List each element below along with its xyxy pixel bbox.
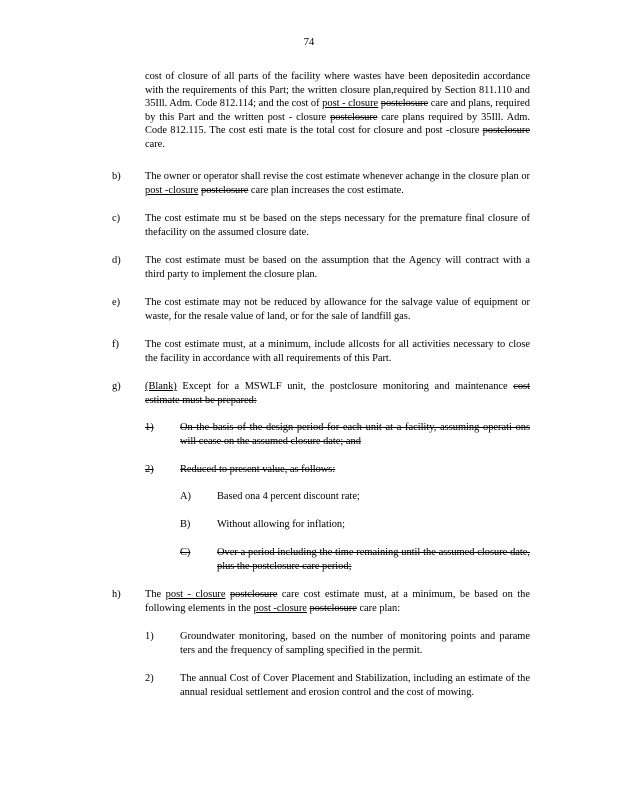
deleted-text: cost estimate must be prepared: bbox=[145, 381, 530, 406]
item-label-h2: 2) bbox=[145, 673, 154, 684]
deleted-text: postclosure bbox=[309, 602, 357, 614]
item-label-f: f) bbox=[112, 339, 119, 350]
inserted-text: (Blank) bbox=[145, 381, 177, 392]
item-h-text: The post - closure postclosure care cost estimate must, at a minimum, be based on the following elements in the post -closure postclosure care plan: bbox=[145, 589, 530, 614]
item-h2-text: The annual Cost of Cover Placement and Stabilization, including an estimate of the annual residual settlement and erosion control and the cost of mowing. bbox=[180, 673, 530, 698]
item-g-text: (Blank) Except for a MSWLF unit, the postclosure monitoring and maintenance cost estimate must be prepared: bbox=[145, 381, 530, 406]
inserted-text: post -closure bbox=[145, 184, 199, 196]
deleted-text: postclosure bbox=[380, 98, 429, 110]
item-label-e: e) bbox=[112, 297, 121, 308]
item-c-text: The cost estimate mu st be based on the steps necessary for the premature final closure of thefacility on the assumed closure date. bbox=[145, 213, 530, 238]
deleted-text: postclosure bbox=[482, 125, 530, 137]
item-gA-text: Based ona 4 percent discount rate; bbox=[217, 491, 360, 502]
item-b-text: The owner or operator shall revise the cost estimate whenever achange in the closure plan or post -closure postclosure care plan increases the cost estimate. bbox=[145, 171, 530, 196]
deleted-text: postclosure bbox=[229, 589, 278, 600]
item-label-gC: C) bbox=[180, 547, 191, 558]
item-label-g: g) bbox=[112, 381, 121, 392]
inserted-text: post -closure bbox=[253, 602, 307, 614]
item-label-c: c) bbox=[112, 213, 121, 224]
intro-text-1: cost of closure of all parts of the facility where wastes have been depositedin accordance with the requirements of this Part; the written closure plan,required by Section 811.110 and 35Ill. Adm. Code 812.114; and the cost of bbox=[145, 71, 530, 110]
intro-paragraph bbox=[145, 70, 530, 152]
inserted-text: post - closure bbox=[322, 98, 379, 110]
item-label-g2: 2) bbox=[145, 464, 154, 475]
item-h1-text: Groundwater monitoring, based on the number of monitoring points and parame ters and the frequency of sampling specified in the permit. bbox=[180, 631, 530, 656]
intro-text-2: care and plans, required by this Part and the written post - closure bbox=[145, 98, 530, 123]
item-gC-text: Over a period including the time remaining until the assumed closure date, plus the postclosure care period; bbox=[217, 547, 530, 572]
page-number: 74 bbox=[303, 37, 315, 48]
inserted-text: post - closure bbox=[165, 589, 226, 600]
item-g1-text: On the basis of the design period for each unit at a facility, assuming operati ons will cease on the assumed closure date; and bbox=[180, 422, 530, 447]
item-label-h1: 1) bbox=[145, 631, 154, 642]
item-f-text: The cost estimate must, at a minimum, include allcosts for all activities necessary to close the facility in accordance with all requirements of this Part. bbox=[145, 339, 530, 364]
item-label-gA: A) bbox=[180, 491, 191, 502]
deleted-text: postclosure bbox=[201, 184, 249, 196]
item-label-g1: 1) bbox=[145, 422, 154, 433]
item-label-d: d) bbox=[112, 255, 121, 266]
item-e-text: The cost estimate may not be reduced by allowance for the salvage value of equipment or waste, for the resale value of land, or for the sale of landfill gas. bbox=[145, 297, 530, 322]
item-g2-text: Reduced to present value, as follows: bbox=[180, 464, 336, 475]
item-d-text: The cost estimate must be based on the assumption that the Agency will contract with a third party to implement the closure plan. bbox=[145, 255, 530, 280]
item-label-gB: B) bbox=[180, 519, 191, 530]
item-label-h: h) bbox=[112, 589, 121, 600]
intro-text-4: care. bbox=[145, 138, 165, 150]
deleted-text: postclosure bbox=[330, 111, 378, 123]
item-gB-text: Without allowing for inflation; bbox=[217, 519, 346, 530]
intro-text-3: care plans required by 35Ill. Adm. Code 812.115. The cost esti mate is the total cost for closure and post -closure bbox=[145, 111, 530, 137]
item-label-b: b) bbox=[112, 171, 121, 182]
